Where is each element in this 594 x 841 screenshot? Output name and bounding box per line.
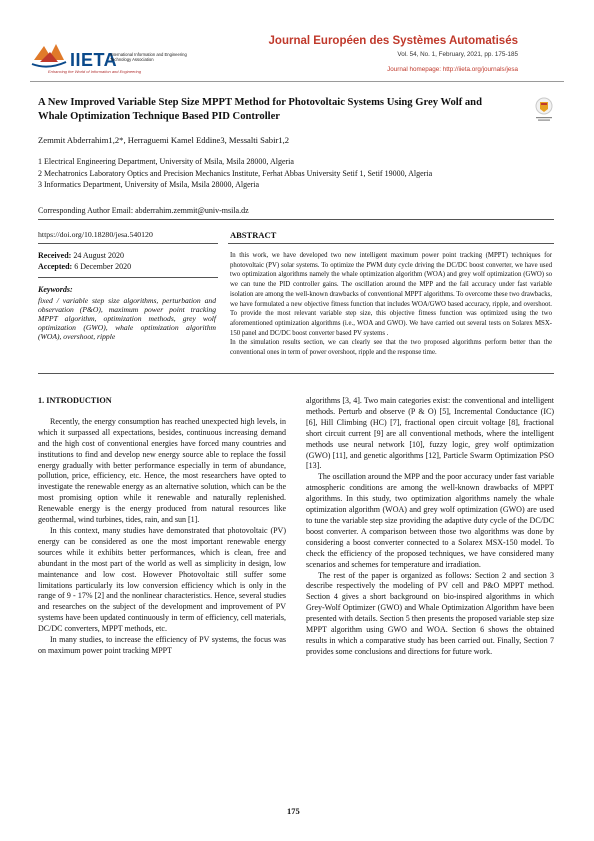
logo-name: IIETA: [70, 50, 118, 70]
abstract-rule: [228, 243, 554, 244]
corresponding-author: Corresponding Author Email: abderrahim.zemmit@univ-msila.dz: [38, 206, 249, 215]
body-paragraph: In this context, many studies have demonstrated that photovoltaic (PV) energy can be considered as one the most important renewable energy sources while it exhibits better performances, which is clean, free and abundant in the most part of the world as well as simplicity in design, low maintenance and low cost. However Photovoltaic still suffer some limitations particularly its low conversion efficiency which is only in the range of 9 - 17% [2] and the nonlinear characteristics. Hence, several studies and researches on the subject of the development and improvement of PV systems have been updated continuously in term of efficiency, cell materials, DC/DC converters, MPPT methods, etc.: [38, 525, 286, 634]
logo-tagline: Enhancing the World of Information and Engineering: [48, 69, 141, 74]
body-column-left: [38, 396, 286, 657]
journal-title: Journal Européen des Systèmes Automatisés: [268, 35, 518, 47]
abstract-body: [230, 251, 552, 358]
title-rule: [38, 219, 554, 220]
dates-rule: [38, 277, 218, 278]
body-column-right: [306, 396, 554, 658]
article-dates: [38, 250, 131, 272]
body-paragraph: algorithms [3, 4]. Two main categories exist: the conventional and intelligent methods. Perturb and observe (P & O) [5], Incremental Conductance (IC) [6], Hill Climbing (HC) [7], fractional open circuit voltage [8], fractional short circuit current [9] are all conventional methods, where the intelligent methods use neural network [10], fuzzy logic, grey wolf optimization (GWO) [11], and genetic algorithms [12], Particle Swarm Optimization PSO [13].: [306, 396, 554, 471]
body-paragraph: In many studies, to increase the efficiency of PV systems, the focus was on maximum power point tracking MPPT: [38, 635, 286, 655]
affiliations: [38, 156, 432, 191]
received-date: 24 August 2020: [73, 251, 124, 260]
journal-homepage-link[interactable]: Journal homepage: http://iieta.org/journals/jesa: [387, 66, 518, 73]
body-paragraph: The oscillation around the MPP and the poor accuracy under fast variable atmospheric conditions are among the well-known drawbacks of MPPT algorithms. In this study, two optimization algorithms namely the whale optimization algorithm (WOA) and grey wolf optimization (GWO) are used to tune the variable step size providing the adaptive duty cycle of the DC/DC boost converter. A comparison between those two algorithms was done by considering a boost converter connected to a Solarex MSX-150 model. To check the efficiency of the proposed techniques, we have considered many scenarios and schemes for temperature and irradiation.: [306, 472, 554, 569]
abstract-paragraph: In this work, we have developed two new intelligent maximum power point tracking (MPPT) techniques for photovoltaic (PV) solar systems. To optimize the PWM duty cycle driving the DC/DC boost converter, we have used two optimization algorithms namely the whale optimization algorithm (WOA) and grey wolf optimization (GWO) so we can tune the PID controller gains. The oscillation around the MPP and the fail accuracy under fast variable isolation are among the well-known drawbacks of conventional MPPT algorithms. To overcome these two drawbacks, we have formulated a new objective fitness function that includes WOA/GWO based accuracy, ripple, and overshoot. To provide the most relevant variable step size, this objective fitness function was optimized using the two aforementioned optimization algorithms (i.e., WOA and GWO). We have carried out several tests on Solarex MSX-150 panel and DC/DC boost converter based PV systems .: [230, 252, 552, 337]
authors: Zemmit Abderrahim1,2*, Herraguemi Kamel Eddine3, Messalti Sabir1,2: [38, 135, 290, 145]
doi-link[interactable]: https://doi.org/10.18280/jesa.540120: [38, 230, 153, 239]
abstract-heading: ABSTRACT: [230, 230, 277, 240]
section-heading: 1. INTRODUCTION: [38, 396, 112, 405]
affiliation-1: 1 Electrical Engineering Department, University of Msila, Msila 28000, Algeria: [38, 157, 294, 166]
affiliation-3: 3 Informatics Department, University of Msila, Msila 28000, Algeria: [38, 180, 260, 190]
keywords-list: fixed / variable step size algorithms, perturbation and observation (P&O), maximum power point tracking MPPT algorithm, optimization methods, grey wolf optimization (GWO), whale optimization algorithm (WOA), overshoot, ripple: [38, 296, 216, 342]
affiliation-2: 2 Mechatronics Laboratory Optics and Precision Mechanics Institute, Ferhat Abbas University Setif 1, Setif 19000, Algeria: [38, 168, 433, 178]
body-paragraph: The rest of the paper is organized as follows: Section 2 and section 3 describe respectively the modeling of PV cell and P&O MPPT method. Section 4 gives a short background on bio-inspired algorithms in which Grey-Wolf Optimizer (GWO) and Whale Optimization Algorithm have been presented with details. Section 5 then presents the proposed variable step size MPPT algorithm using GWO and WOA. Section 6 shows the obtained results in which a comparative study has been carried out. Finally, Section 7 provides some conclusions and directions for future work.: [306, 570, 554, 656]
logo-subtitle: International Information and Engineering Technology Association: [110, 52, 187, 62]
keywords-heading: Keywords:: [38, 285, 73, 294]
body-paragraph: Recently, the energy consumption has reached unexpected high levels, in which it surpassed all expectations, besides, continuous increasing demand and the high cost of conventional energies have forced many countries and institutions to find and develop new energy source able to replace the fossil energy gradually with better performance especially in term of abundance, pollution, price, efficiency, etc. Hence, the most researchers have opted to investigate the renewable energy as an alternative solution, which can be the most promising option while it renewable and naturally replenished. Renewable energy is the energy produced from natural resources like geothermal, wind turbines, tides, rain, and sun [1].: [38, 416, 286, 525]
header-rule: [30, 81, 564, 82]
paper-title: A New Improved Variable Step Size MPPT Method for Photovoltaic Systems Using Grey Wolf and Whale Optimization Technique Based PID Controller: [38, 97, 482, 122]
page-number: 175: [287, 806, 300, 816]
accepted-date: 6 December 2020: [74, 262, 132, 271]
check-for-updates-icon[interactable]: [534, 97, 554, 123]
abstract-bottom-rule: [38, 373, 554, 374]
abstract-paragraph: In the simulation results section, we can clearly see that the two proposed algorithms perform better than the conventional ones in term of power overshoot, ripple and the response time.: [230, 339, 552, 357]
accepted-label: Accepted:: [38, 262, 73, 271]
doi-rule: [38, 243, 218, 244]
received-label: Received:: [38, 251, 72, 260]
volume-info: Vol. 54, No. 1, February, 2021, pp. 175-185: [397, 51, 518, 58]
